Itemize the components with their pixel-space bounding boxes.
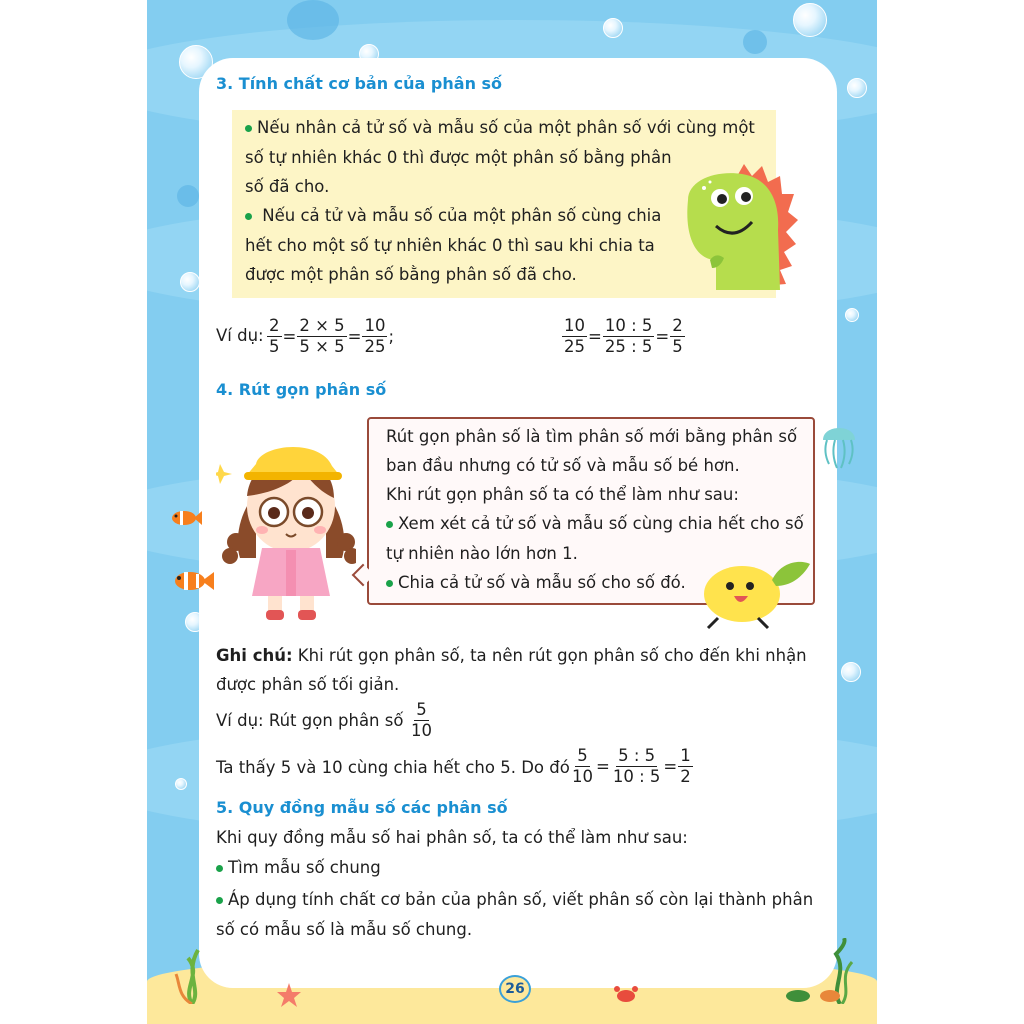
example-fraction-divide: $\frac{10}{25}$ = $\frac{10 : 5}{25 : 5}$ = $\frac{2}{5}$ [564, 316, 683, 356]
lemon-illustration [698, 556, 812, 630]
bubble-icon [847, 78, 867, 98]
section-5-heading: 5. Quy đồng mẫu số các phân số [216, 798, 508, 817]
turtle-icon [784, 988, 812, 1002]
reduce-line: Xem xét cả tử số và mẫu số cùng chia hết cho số [386, 514, 804, 533]
clownfish-icon [172, 568, 214, 594]
reduce-line: ban đầu nhưng có tử số và mẫu số bé hơn. [386, 456, 740, 475]
bullet-icon [386, 580, 393, 587]
example-fraction [409, 700, 434, 741]
bullet-icon [216, 865, 223, 872]
bullet-icon [245, 125, 252, 132]
bubble-icon [177, 185, 199, 207]
fraction: $\frac{1}{2}$ [680, 746, 691, 786]
section-5-bullet-cont: số có mẫu số là mẫu số chung. [216, 920, 473, 939]
reduce-line: Khi rút gọn phân số ta có thể làm như sau: [386, 485, 739, 504]
bullet-icon [245, 213, 252, 220]
page-number: 26 [499, 975, 531, 1003]
fraction: $\frac{5 : 5}{10 : 5}$ [612, 746, 661, 786]
reduce-line: tự nhiên nào lớn hơn 1. [386, 544, 578, 563]
fraction: $\frac{10}{25}$ [364, 316, 386, 356]
fraction: $\frac{2 \times 5}{5 \times 5}$ [299, 316, 345, 356]
fraction: $\frac{10 : 5}{25 : 5}$ [604, 316, 653, 356]
fraction: $\frac{5}{10}$ [411, 700, 432, 740]
fraction: $\frac{5}{10}$ [572, 746, 593, 786]
bullet-icon [216, 897, 223, 904]
property-line: Nếu nhân cả tử số và mẫu số của một phân số với cùng một [245, 118, 755, 137]
reduce-line: Rút gọn phân số là tìm phân số mới bằng phân số [386, 427, 798, 446]
crab-icon [613, 984, 639, 1004]
fraction: $\frac{2}{5}$ [269, 316, 280, 356]
section-5-bullet: Tìm mẫu số chung [216, 858, 381, 877]
bubble-icon [743, 30, 767, 54]
note-line: được phân số tối giản. [216, 675, 400, 694]
note-label: Ghi chú: [216, 646, 293, 665]
section-3-heading: 3. Tính chất cơ bản của phân số [216, 74, 503, 93]
property-line: số tự nhiên khác 0 thì được một phân số bằng phân [245, 148, 672, 167]
jellyfish-icon [817, 418, 861, 472]
bubble-icon [175, 778, 187, 790]
dinosaur-illustration [676, 160, 800, 292]
bubble-icon [845, 308, 859, 322]
property-line: số đã cho. [245, 177, 330, 196]
bubble-icon [287, 0, 339, 40]
example-label: Ví dụ: [216, 326, 264, 345]
bubble-icon [793, 3, 827, 37]
clownfish-icon [170, 508, 202, 528]
bubble-icon [180, 272, 200, 292]
bullet-icon [386, 521, 393, 528]
note-line: Ghi chú: Khi rút gọn phân số, ta nên rút gọn phân số cho đến khi nhận [216, 646, 807, 665]
note-example: Ví dụ: Rút gọn phân số [216, 711, 404, 730]
property-line: hết cho một số tự nhiên khác 0 thì sau khi chia ta [245, 236, 655, 255]
seaweed-icon [816, 938, 862, 1004]
property-line: Nếu cả tử và mẫu số của một phân số cùng chia [245, 206, 661, 225]
section-5-bullet: Áp dụng tính chất cơ bản của phân số, viết phân số còn lại thành phân [216, 890, 813, 909]
section-5-intro: Khi quy đồng mẫu số hai phân số, ta có thể làm như sau: [216, 828, 688, 847]
property-line: được một phân số bằng phân số đã cho. [245, 265, 577, 284]
example-fraction-multiply: $\frac{2}{5}$ = $\frac{2 \times 5}{5 \times 5}$ = $\frac{10}{25}$ ; [269, 316, 395, 356]
starfish-icon [276, 982, 302, 1008]
bubble-icon [603, 18, 623, 38]
sparkle-icon [216, 464, 232, 484]
fraction: $\frac{2}{5}$ [672, 316, 683, 356]
example-fraction-reduce: $\frac{5}{10}$ = $\frac{5 : 5}{10 : 5}$ = $\frac{1}{2}$ [572, 746, 691, 786]
bubble-icon [841, 662, 861, 682]
fraction: $\frac{10}{25}$ [564, 316, 585, 356]
reduce-line: Chia cả tử số và mẫu số cho số đó. [386, 573, 686, 592]
note-reasoning: Ta thấy 5 và 10 cùng chia hết cho 5. Do đó [216, 758, 570, 777]
girl-illustration [216, 430, 356, 626]
section-4-heading: 4. Rút gọn phân số [216, 380, 387, 399]
seaweed-icon [172, 944, 212, 1004]
